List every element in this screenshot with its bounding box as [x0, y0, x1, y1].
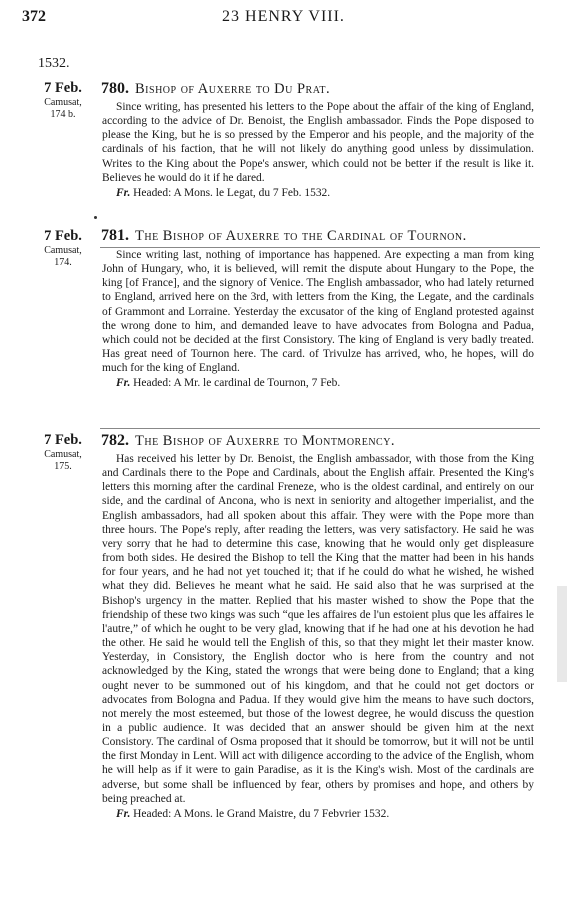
entry-source-note — [102, 186, 534, 200]
entry-body-text: Since writing last, nothing of importance has happened. Are expecting a man from king John of Hungary, who, it is believed, will remit the dispute about Hungary to the Pope, the king [of France], and the signory of Venice. The English ambassador, who had lately returned to England, arrived here on the 3rd, with letters from the King, the Legate, and the cardinals of Grammont and Lorraine. Yesterday the excusator of the king of England protested against the wrong done to him, and demanded leave to have advocates from Bologna and Padua, which could not be decided at the first Consistory. The king of England is very badly treated. Has great need of Tournon here. The card. of Trivulze has arrived, who, he hopes, will do much for the king of England. — [102, 249, 534, 375]
page-number: 372 — [22, 8, 46, 25]
entry-body-text: Has received his letter by Dr. Benoist, the English ambassador, with those from the King and Cardinals there to the Pope and Cardinals, about the English affair. Presented the King's letters this morning after the cardinal Freneze, who is the oldest cardinal, and entirely on our side, and the cardinal of Ancona, who is next in seniority and altogether imperialist, and the English ambassadors, had all spoken about this affair. They were with the Pope more than three hours. The Pope's reply, after reading the letters, was very satisfactory. He said he was very sorry that he had to determine this case, knowing that he would only get displeasure from both sides. He desired the Bishop to tell the King that the matter had been in his hands for four years, and he had not yet touched it; that if he could do what he wished, he wished what they did. Believes he meant what he said. He said also that he was surprised at the Bishop's urgency in the matter. Replied that his master wished to show the Pope that the friendship of these two kings was such “que les affaires de l'un estoient plus que les affaires le l'autre,” of which he ought to be very glad, knowing that if he had one at his devotion he had the other. He said he would tell the English of this, so that they might let their master know. Yesterday, in Consistory, the English doctor who is here from the country and not acknowledged by the King, stated the wrongs that were being done to England; that a king ought never to be summoned out of his kingdom, and that he could not get doctors or advocates from Bologna and Padua. If they would give him the means to have such doctors, not merely the most esteemed, but those of the lowest degree, he would discuss the question in a public audience. It was decided that an answer should be given him at the next Consistory. The cardinal of Osma proposed that it should be tomorrow, but it will not be until the first Monday in Lent. Will act with diligence according to the advice of the English, whom he will help as if it were to gain Paradise, as it is the King's wish. Most of the cardinals are adverse, but some shall be influenced by fear, others by promises and hope, and others by being preached at. — [102, 453, 534, 805]
divider — [100, 428, 540, 429]
entry-ref: Camusat, — [44, 245, 82, 256]
entry-ref: 174 b. — [50, 109, 76, 120]
source-label: Fr. — [116, 377, 131, 390]
library-stamp — [557, 586, 567, 682]
entry-number: 782. — [101, 432, 129, 449]
source-label: Fr. — [116, 186, 131, 199]
entry-body — [102, 248, 534, 391]
entry-ref: Camusat, — [44, 449, 82, 460]
entry-title — [101, 80, 330, 98]
entry-date: 7 Feb. — [44, 228, 82, 244]
entry-source-note — [102, 807, 534, 821]
entry-ref: 175. — [54, 461, 72, 472]
entry-body — [102, 452, 534, 821]
year-marker: 1532. — [38, 56, 70, 71]
source-heading: Headed: A Mr. le cardinal de Tournon, 7 Feb. — [133, 377, 341, 390]
source-label: Fr. — [116, 807, 131, 820]
source-heading: Headed: A Mons. le Grand Maistre, du 7 Febvrier 1532. — [133, 807, 390, 820]
entry-date: 7 Feb. — [44, 432, 82, 448]
entry-title — [101, 432, 395, 450]
entry-heading: The Bishop of Auxerre to Montmorency. — [135, 433, 396, 449]
entry-source-note — [102, 376, 534, 390]
source-heading: Headed: A Mons. le Legat, du 7 Feb. 1532. — [133, 186, 331, 199]
entry-ref: Camusat, — [44, 97, 82, 108]
entry-heading: Bishop of Auxerre to Du Prat. — [135, 81, 331, 97]
entry-margin — [30, 80, 96, 121]
entry-body-text: Since writing, has presented his letters to the Pope about the affair of the king of England, according to the advice of Dr. Benoist, the English ambassador. Finds the Pope disposed to please the King, but he is so pressed by the Emperor and his people, and the majority of the cardinals of his faction, that he will not likely do anything good unless by dissimulation. Writes to the King about the Pope's answer, which could not be better if the result is like it. Believes he would do it if he dared. — [102, 101, 534, 184]
running-head: 23 HENRY VIII. — [222, 8, 345, 25]
margin-mark — [94, 216, 97, 219]
page-header — [22, 8, 545, 32]
entry-body — [102, 100, 534, 200]
entry-heading: The Bishop of Auxerre to the Cardinal of Tournon. — [135, 228, 467, 244]
entry-number: 781. — [101, 227, 129, 244]
entry-margin — [30, 228, 96, 269]
entry-title — [101, 227, 467, 245]
entry-margin — [30, 432, 96, 473]
entry-ref: 174. — [54, 257, 72, 268]
entry-date: 7 Feb. — [44, 80, 82, 96]
entry-number: 780. — [101, 80, 129, 97]
